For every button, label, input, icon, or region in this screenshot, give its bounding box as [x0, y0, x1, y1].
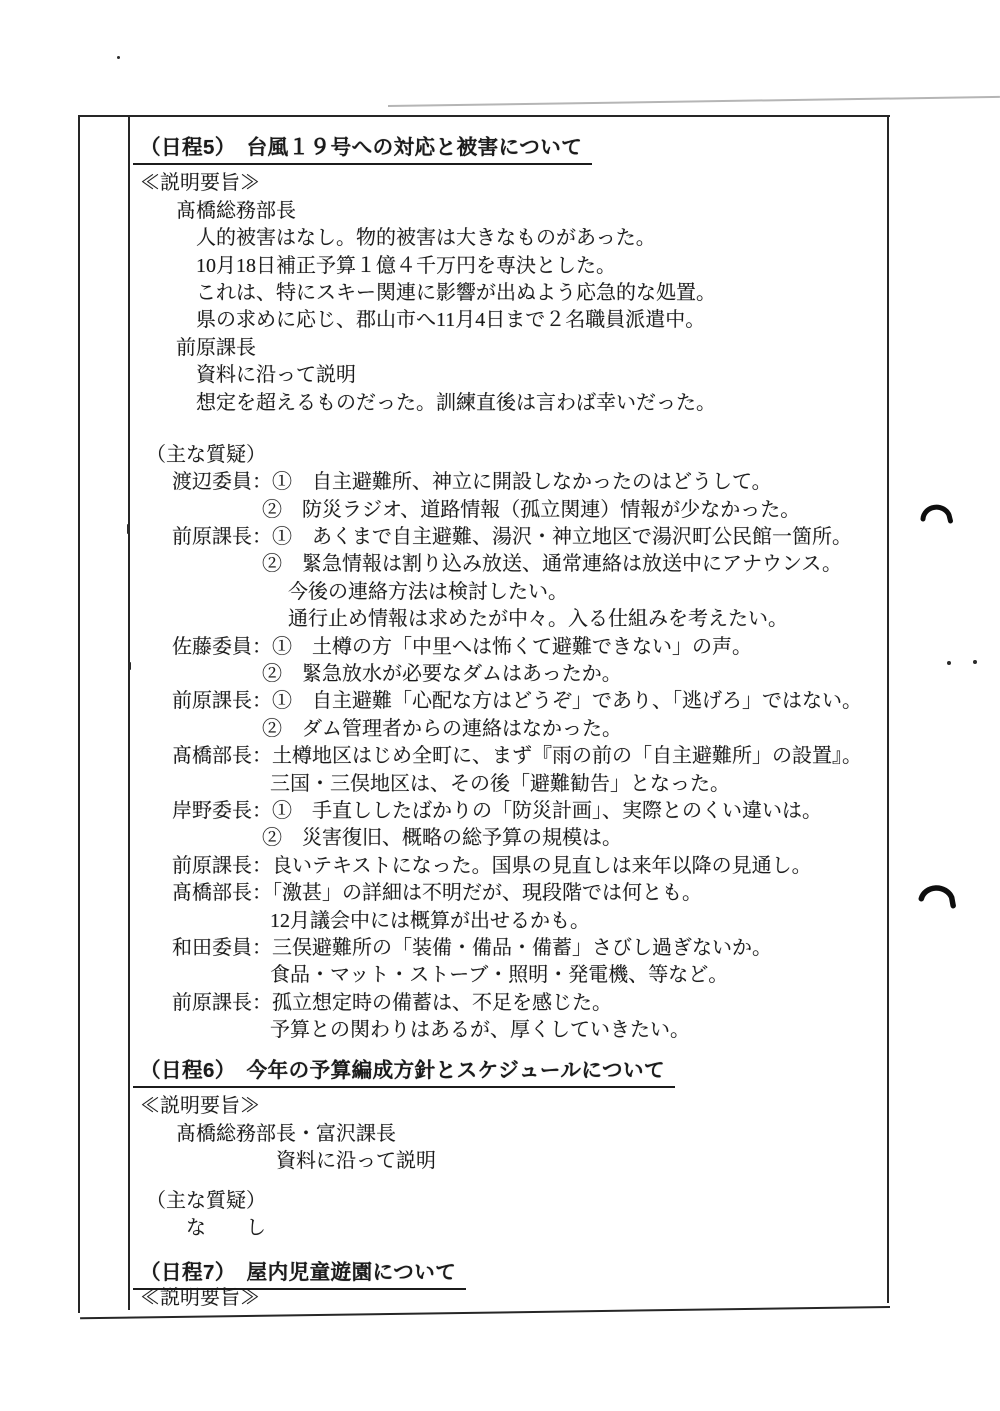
doc-line-label: ≪説明要旨≫ — [140, 172, 260, 195]
scan-speck — [947, 661, 951, 665]
doc-line-body: 人的被害はなし。物的被害は大きなものがあった。 — [196, 227, 656, 250]
border-blot — [128, 662, 131, 670]
blank-gap — [140, 1176, 150, 1188]
doc-line-qa3: 通行止め情報は求めたが中々。入る仕組みを考えたい。 — [288, 608, 788, 631]
doc-line-label: ≪説明要旨≫ — [140, 1287, 260, 1310]
doc-line-qa3b: 12月議会中には概算が出せるかも。 — [270, 909, 590, 932]
doc-line-qa2: ② 緊急放水が必要なダムはあったか。 — [262, 663, 622, 686]
doc-line-qa: 前原課長：① あくまで自主避難、湯沢・神立地区で湯沢町公民館一箇所。 — [172, 526, 852, 549]
doc-line-body: これは、特にスキー関連に影響が出ぬよう応急的な処置。 — [196, 281, 716, 304]
doc-line-qa: 和田委員：三俣避難所の「装備・備品・備蓄」さびし過ぎないか。 — [172, 936, 772, 959]
doc-line-body2: 資料に沿って説明 — [276, 1150, 436, 1173]
doc-line-speaker: 髙橋総務部長・富沢課長 — [176, 1122, 396, 1145]
doc-line-qa2: ② 緊急情報は割り込み放送、通常連絡は放送中にアナウンス。 — [262, 553, 842, 576]
agenda-section — [140, 133, 862, 1045]
doc-line-qlabel: （主な質疑） — [146, 1189, 266, 1212]
doc-line-body: 10月18日補正予算１億４千万円を専決とした。 — [196, 254, 616, 277]
doc-line-qa3b: 予算との関わりはあるが、厚くしていきたい。 — [270, 1019, 690, 1042]
doc-line-speaker: 前原課長 — [176, 336, 256, 359]
doc-line-body: 資料に沿って説明 — [196, 364, 356, 387]
doc-line-qa2: ② 災害復旧、概略の総予算の規模は。 — [262, 827, 622, 850]
doc-line-qa: 髙橋部長：土樽地区はじめ全町に、まず『雨の前の「自主避難所」の設置』。 — [172, 745, 862, 768]
section-heading: （日程5） 台風１９号への対応と被害について — [133, 133, 592, 165]
blank-gap — [140, 417, 150, 442]
doc-line-qa: 前原課長：孤立想定時の備蓄は、不足を感じた。 — [172, 991, 612, 1014]
table-border-left-inner — [128, 115, 130, 1310]
scan-speck — [117, 56, 120, 59]
doc-line-label: ≪説明要旨≫ — [140, 1095, 260, 1118]
doc-line-qa: 前原課長：① 自主避難「心配な方はどうぞ」であり、「逃げろ」ではない。 — [172, 690, 862, 713]
doc-line-speaker: 髙橋総務部長 — [176, 199, 296, 222]
section-heading: （日程6） 今年の予算編成方針とスケジュールについて — [133, 1056, 675, 1088]
scan-speck — [973, 660, 977, 664]
doc-line-qa3b: 三国・三俣地区は、その後「避難勧告」となった。 — [270, 772, 730, 795]
doc-line-qa: 髙橋部長：「激甚」の詳細は不明だが、現段階では何とも。 — [172, 882, 702, 905]
doc-line-qa2: ② ダム管理者からの連絡はなかった。 — [262, 717, 622, 740]
scan-artifact-line — [388, 96, 1000, 107]
doc-line-qa: 渡辺委員：① 自主避難所、神立に開設しなかったのはどうして。 — [172, 471, 772, 494]
table-border-right — [887, 115, 889, 1303]
agenda-section — [140, 1056, 675, 1242]
binding-arc-mark-1 — [920, 499, 956, 527]
doc-line-qa: 佐藤委員：① 土樽の方「中里へは怖くて避難できない」の声。 — [172, 635, 752, 658]
border-blot — [127, 524, 130, 534]
doc-line-qa: 岸野委長：① 手直ししたばかりの「防災計画」、実際とのくい違いは。 — [172, 799, 822, 822]
binding-arc-mark-2 — [917, 875, 963, 914]
doc-line-qlabel: （主な質疑） — [146, 443, 266, 466]
doc-line-body: 想定を超えるものだった。訓練直後は言わば幸いだった。 — [196, 391, 716, 414]
table-border-top — [78, 115, 890, 117]
doc-line-qa3b: 食品・マット・ストーブ・照明・発電機、等など。 — [270, 964, 729, 987]
doc-line-qa: 前原課長：良いテキストになった。国県の見直しは来年以降の見通し。 — [172, 854, 812, 877]
doc-line-qa3: 今後の連絡方法は検討したい。 — [288, 580, 568, 603]
doc-line-qa2: ② 防災ラジオ、道路情報（孤立関連）情報が少なかった。 — [262, 498, 801, 521]
table-border-left-outer — [78, 115, 80, 1313]
doc-line-none: な し — [186, 1216, 266, 1239]
section-heading: （日程7） 屋内児童遊園について — [133, 1258, 466, 1290]
doc-line-body: 県の求めに応じ、郡山市へ11月4日まで２名職員派遣中。 — [196, 309, 706, 332]
agenda-section — [140, 1258, 466, 1313]
